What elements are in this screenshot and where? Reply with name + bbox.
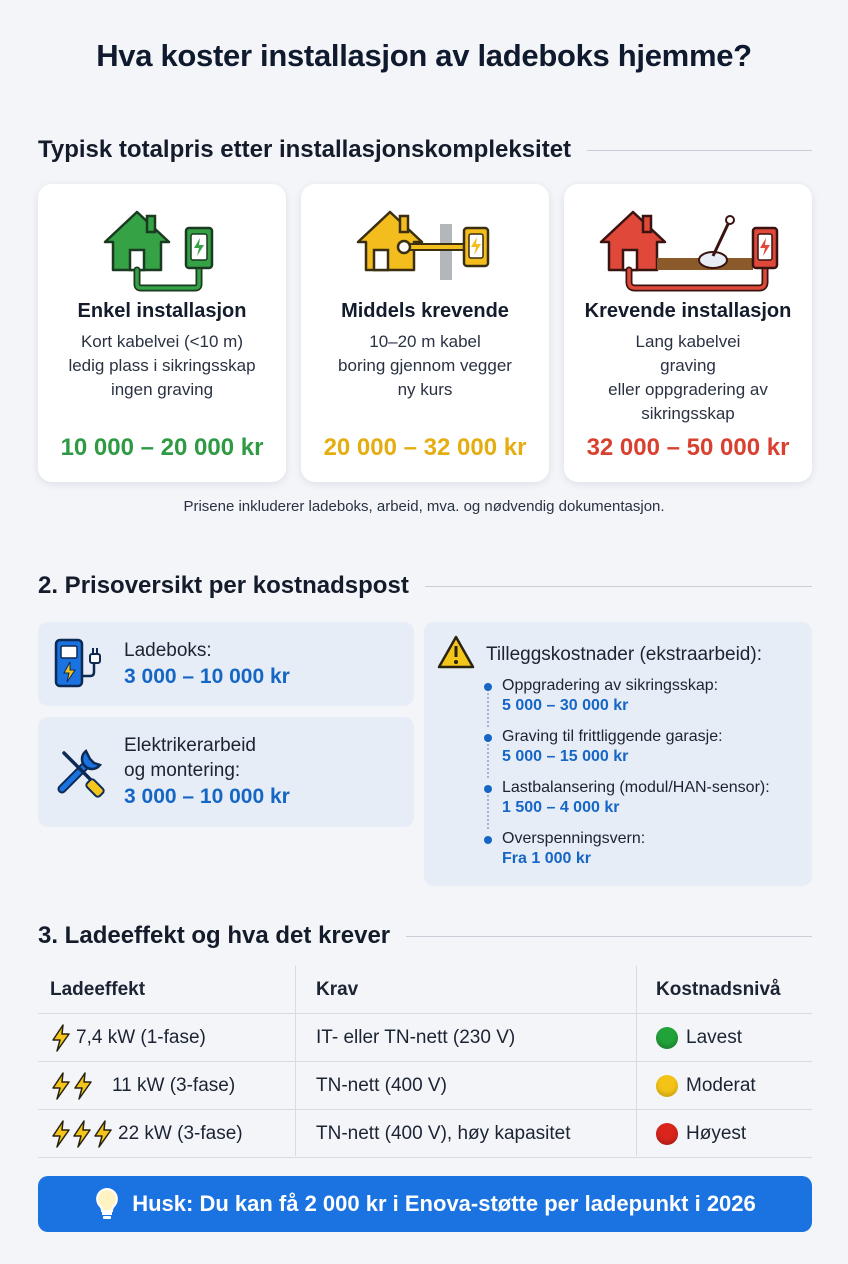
banner-text: Husk: Du kan få 2 000 kr i Enova-støtte per ladepunkt i 2026 xyxy=(132,1191,756,1216)
column-header: Kostnadsnivå xyxy=(656,979,781,1000)
desc-line: ledig plass i sikringsskap xyxy=(68,356,256,375)
tools-icon xyxy=(50,741,110,806)
column-header: Ladeeffekt xyxy=(50,979,146,1000)
card-title: Enkel installasjon xyxy=(77,300,247,322)
cost-item-price: 3 000 – 10 000 kr xyxy=(124,665,290,688)
divider xyxy=(587,150,812,151)
desc-line: ingen graving xyxy=(110,380,214,399)
card-medium-installation xyxy=(301,184,549,482)
extra-cost-label: Overspenningsvern: xyxy=(502,830,646,847)
card-price: 10 000 – 20 000 kr xyxy=(60,434,264,461)
extra-cost-value: 5 000 – 15 000 kr xyxy=(502,748,629,765)
bullet xyxy=(484,836,492,844)
connector-line xyxy=(487,744,489,778)
card-description xyxy=(574,330,802,426)
effect-value: 7,4 kW (1-fase) xyxy=(76,1027,206,1048)
section-heading-text: 3. Ladeeffekt og hva det krever xyxy=(38,922,391,949)
section-heading-text: 2. Prisoversikt per kostnadspost xyxy=(38,572,409,599)
bullet xyxy=(484,734,492,742)
warning-icon xyxy=(436,634,476,675)
connector-line xyxy=(487,693,489,727)
requirement-cell: IT- eller TN-nett (230 V) xyxy=(316,1027,516,1048)
extra-cost-label: Oppgradering av sikringsskap: xyxy=(502,677,719,694)
desc-line: ny kurs xyxy=(397,380,453,399)
lightbulb-icon xyxy=(94,1187,120,1221)
house-charger-green-icon xyxy=(38,202,286,294)
list-item xyxy=(484,727,804,778)
table-row xyxy=(38,1014,812,1062)
extra-cost-value: 1 500 – 4 000 kr xyxy=(502,799,620,816)
column-header: Krav xyxy=(316,979,359,1000)
extra-cost-label: Lastbalansering (modul/HAN-sensor): xyxy=(502,779,770,796)
effect-cell xyxy=(50,1014,295,1062)
extra-cost-value: Fra 1 000 kr xyxy=(502,850,591,867)
extra-costs-list xyxy=(484,676,804,880)
divider xyxy=(425,586,812,587)
desc-line: Kort kabelvei (<10 m) xyxy=(80,332,244,351)
card-description xyxy=(311,330,539,402)
cost-level-cell xyxy=(656,1014,806,1062)
list-item xyxy=(484,778,804,829)
desc-line: graving xyxy=(660,356,716,375)
table-header-row xyxy=(38,966,812,1014)
cost-item-label: Elektrikerarbeid xyxy=(124,735,256,756)
card-price: 32 000 – 50 000 kr xyxy=(586,434,790,461)
effect-value: 11 kW (3-fase) xyxy=(112,1075,236,1096)
cost-item-charger xyxy=(38,622,414,706)
house-wall-drill-icon xyxy=(301,202,549,294)
cost-level-cell xyxy=(656,1062,806,1110)
bullet xyxy=(484,785,492,793)
lightning-bolt-icon xyxy=(50,1120,114,1148)
card-title: Middels krevende xyxy=(341,300,509,322)
bullet xyxy=(484,683,492,691)
section-heading-cost-items xyxy=(38,572,812,600)
extra-costs-title: Tilleggskostnader (ekstraarbeid): xyxy=(486,644,762,665)
cost-item-label: og montering: xyxy=(124,760,241,781)
card-simple-installation xyxy=(38,184,286,482)
charging-station-icon xyxy=(52,636,108,697)
effect-value: 22 kW (3-fase) xyxy=(118,1123,243,1144)
status-dot-green xyxy=(656,1027,678,1049)
requirement-cell: TN-nett (400 V) xyxy=(316,1075,447,1096)
card-price: 20 000 – 32 000 kr xyxy=(323,434,527,461)
charging-power-table xyxy=(38,966,812,1158)
cost-level-cell xyxy=(656,1110,806,1158)
table-row xyxy=(38,1110,812,1158)
status-dot-red xyxy=(656,1123,678,1145)
cost-level-value: Moderat xyxy=(686,1075,756,1096)
effect-cell xyxy=(50,1062,295,1110)
divider xyxy=(406,936,812,937)
section-heading-text: Typisk totalpris etter installasjonskompleksitet xyxy=(38,136,572,163)
cost-level-value: Lavest xyxy=(686,1027,742,1048)
card-title: Krevende installasjon xyxy=(584,300,792,322)
section-heading-charging-power xyxy=(38,922,812,950)
section-heading-complexity xyxy=(38,136,812,164)
list-item xyxy=(484,676,804,727)
card-demanding-installation xyxy=(564,184,812,482)
house-digging-icon xyxy=(564,202,812,294)
connector-line xyxy=(487,795,489,829)
list-item xyxy=(484,829,804,880)
extra-costs-panel xyxy=(424,622,812,886)
cost-level-value: Høyest xyxy=(686,1123,747,1144)
requirement-cell: TN-nett (400 V), høy kapasitet xyxy=(316,1123,571,1144)
status-dot-yellow xyxy=(656,1075,678,1097)
table-row xyxy=(38,1062,812,1110)
price-note: Prisene inkluderer ladeboks, arbeid, mva. og nødvendig dokumentasjon. xyxy=(183,498,665,515)
extra-cost-value: 5 000 – 30 000 kr xyxy=(502,697,629,714)
desc-line: boring gjennom vegger xyxy=(338,356,512,375)
cost-item-price: 3 000 – 10 000 kr xyxy=(124,785,290,808)
lightning-bolt-icon xyxy=(50,1072,94,1100)
cost-item-label: Ladeboks: xyxy=(124,640,212,661)
desc-line: Lang kabelvei xyxy=(635,332,741,351)
lightning-bolt-icon xyxy=(50,1024,72,1052)
desc-line: sikringsskap xyxy=(641,404,735,423)
extra-cost-label: Graving til frittliggende garasje: xyxy=(502,728,723,745)
desc-line: eller oppgradering av xyxy=(608,380,768,399)
desc-line: 10–20 m kabel xyxy=(369,332,481,351)
card-description xyxy=(48,330,276,402)
enova-support-banner xyxy=(38,1176,812,1232)
cost-item-electrician xyxy=(38,717,414,827)
effect-cell xyxy=(50,1110,295,1158)
page-title: Hva koster installasjon av ladeboks hjemme? xyxy=(96,38,752,73)
